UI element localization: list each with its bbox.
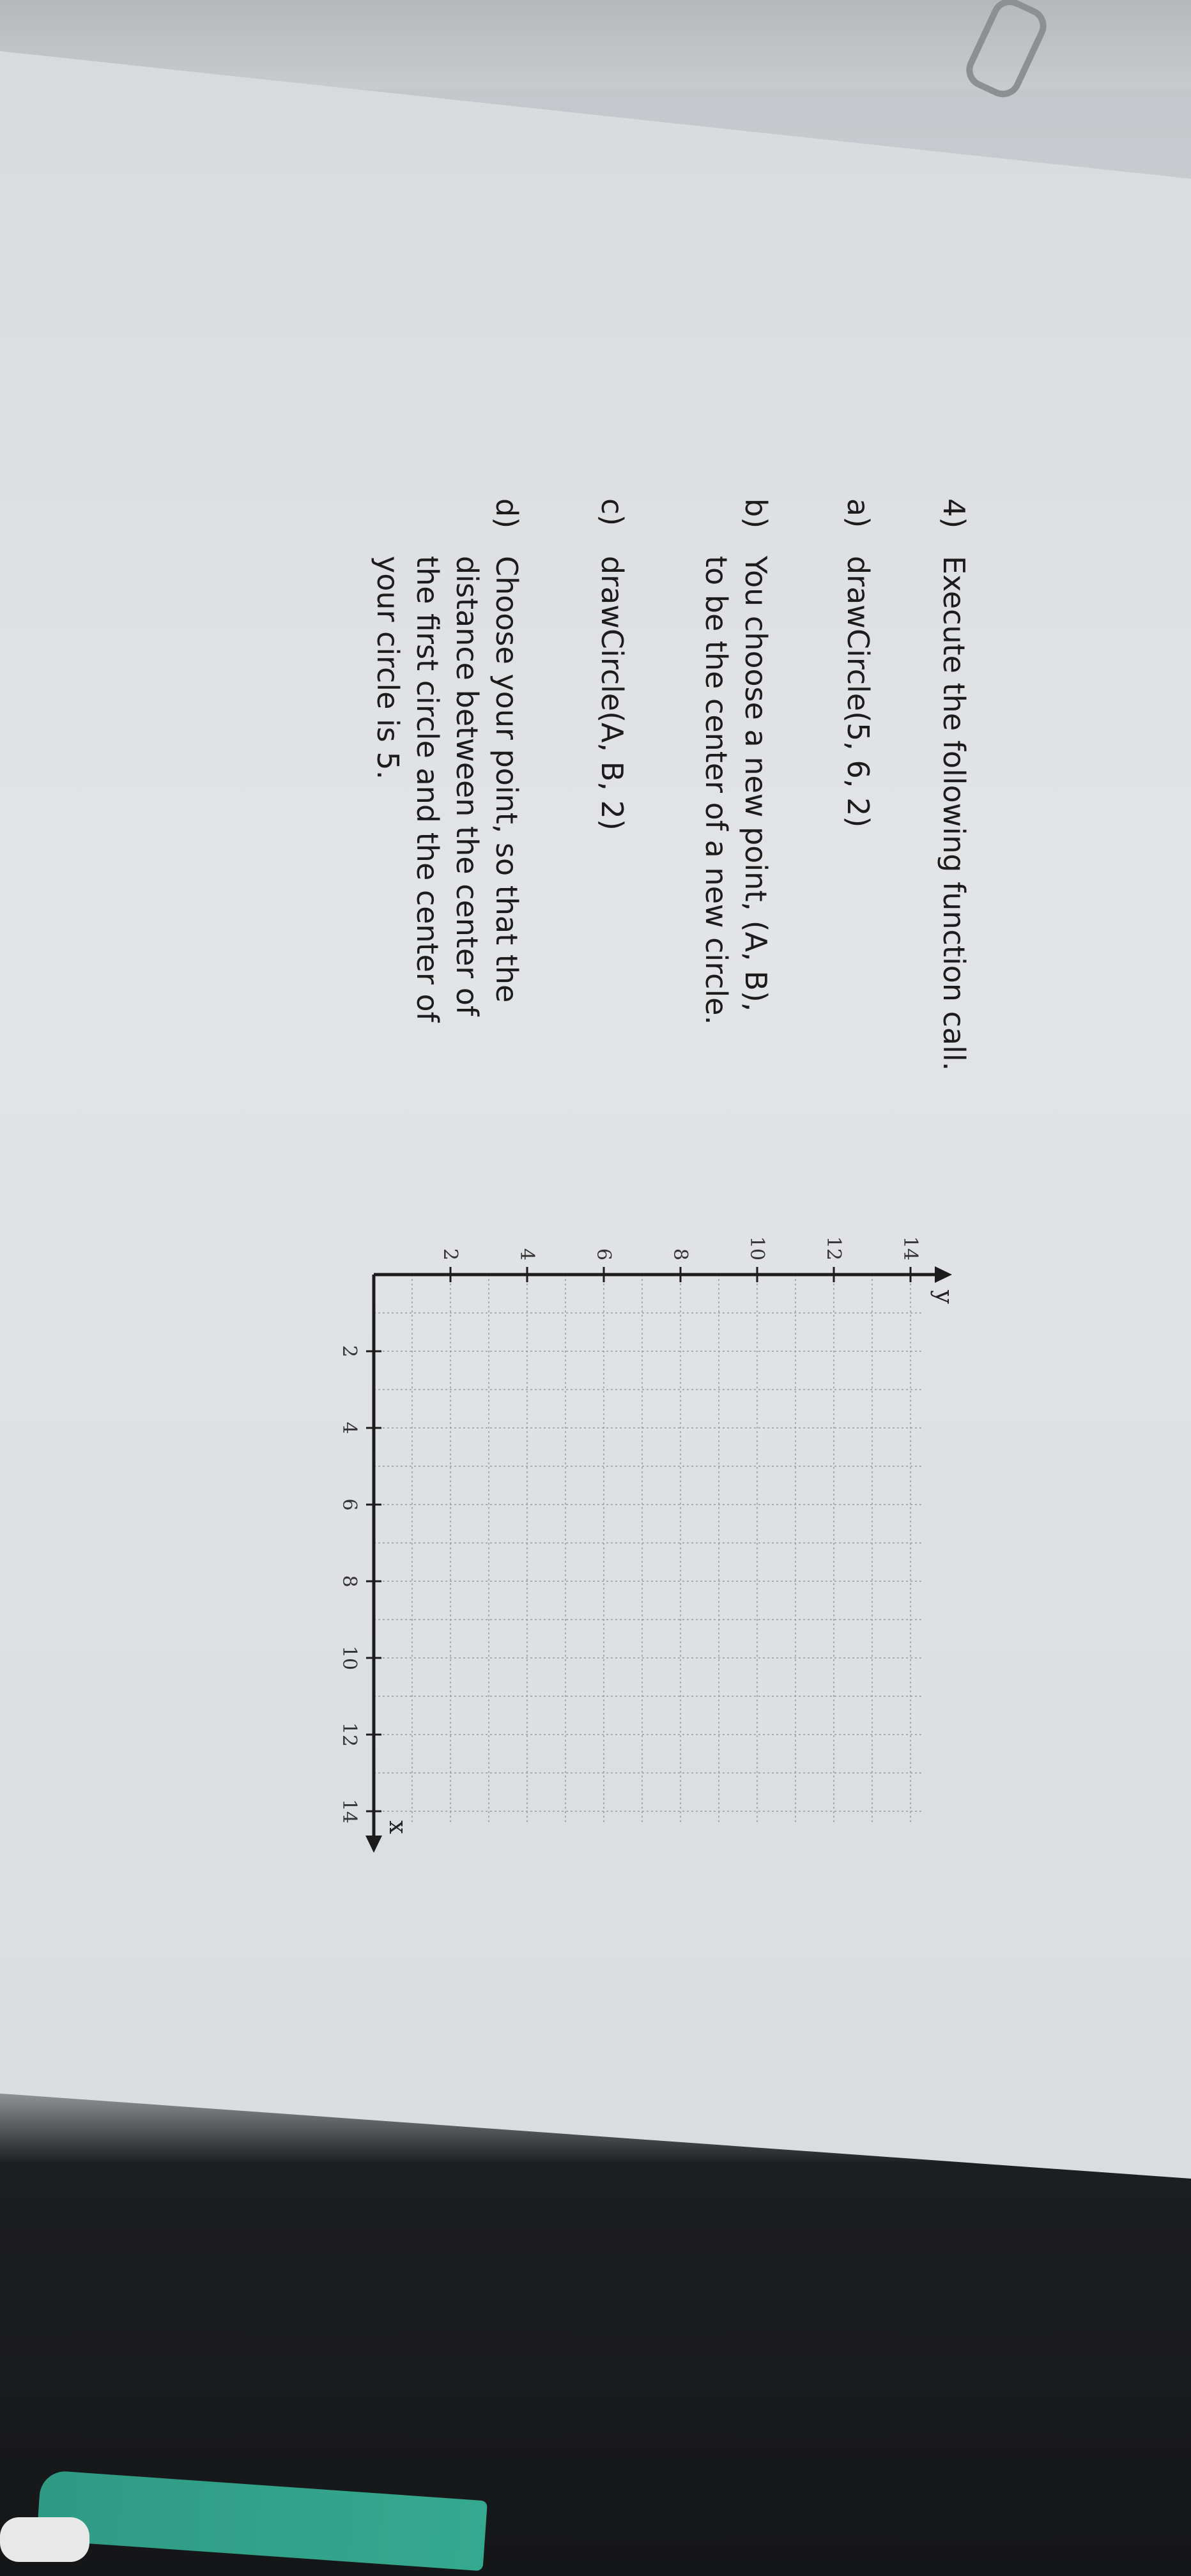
part-a-label: a) <box>841 498 875 528</box>
part-d-line-1: Choose your point, so that the <box>489 556 524 1003</box>
question-number: 4) <box>937 498 971 529</box>
x-tick-label: 2 <box>338 1345 360 1358</box>
coordinate-grid[interactable] <box>294 1217 971 1952</box>
x-axis-label: x <box>384 1820 412 1834</box>
question-prompt: Execute the following function call. <box>937 556 971 1071</box>
x-tick-label: 8 <box>338 1575 360 1588</box>
x-tick-label: 6 <box>338 1498 360 1511</box>
part-c-label: c) <box>595 498 629 526</box>
part-d-line-3: the first circle and the center of <box>410 556 445 1022</box>
x-tick-label: 12 <box>338 1722 360 1747</box>
part-b-line-1: You choose a new point, (A, B), <box>739 556 773 1012</box>
x-tick-label: 10 <box>338 1645 360 1671</box>
y-axis-label: y <box>930 1290 958 1304</box>
part-c-text: drawCircle(A, B, 2) <box>595 556 629 831</box>
y-tick-label: 12 <box>822 1236 845 1261</box>
y-tick-label: 2 <box>439 1248 461 1261</box>
part-d-line-2: distance between the center of <box>450 556 484 1016</box>
y-tick-label: 6 <box>592 1248 615 1261</box>
x-tick-label: 14 <box>338 1798 360 1824</box>
x-tick-label: 4 <box>338 1422 360 1434</box>
part-d-label: d) <box>489 498 524 529</box>
y-tick-label: 8 <box>669 1248 691 1261</box>
part-a-text: drawCircle(5, 6, 2) <box>841 556 875 828</box>
pen-cap-icon <box>0 2517 89 2562</box>
y-tick-label: 10 <box>746 1236 768 1261</box>
y-tick-label: 4 <box>516 1248 538 1261</box>
part-b-line-2: to be the center of a new circle. <box>699 556 734 1025</box>
y-tick-label: 14 <box>899 1236 921 1261</box>
y-axis-arrow-icon <box>935 1266 952 1283</box>
worksheet-content <box>268 498 971 2415</box>
part-d-line-4: your circle is 5. <box>371 556 405 780</box>
part-b-label: b) <box>739 498 773 529</box>
x-axis-arrow-icon <box>365 1836 382 1853</box>
